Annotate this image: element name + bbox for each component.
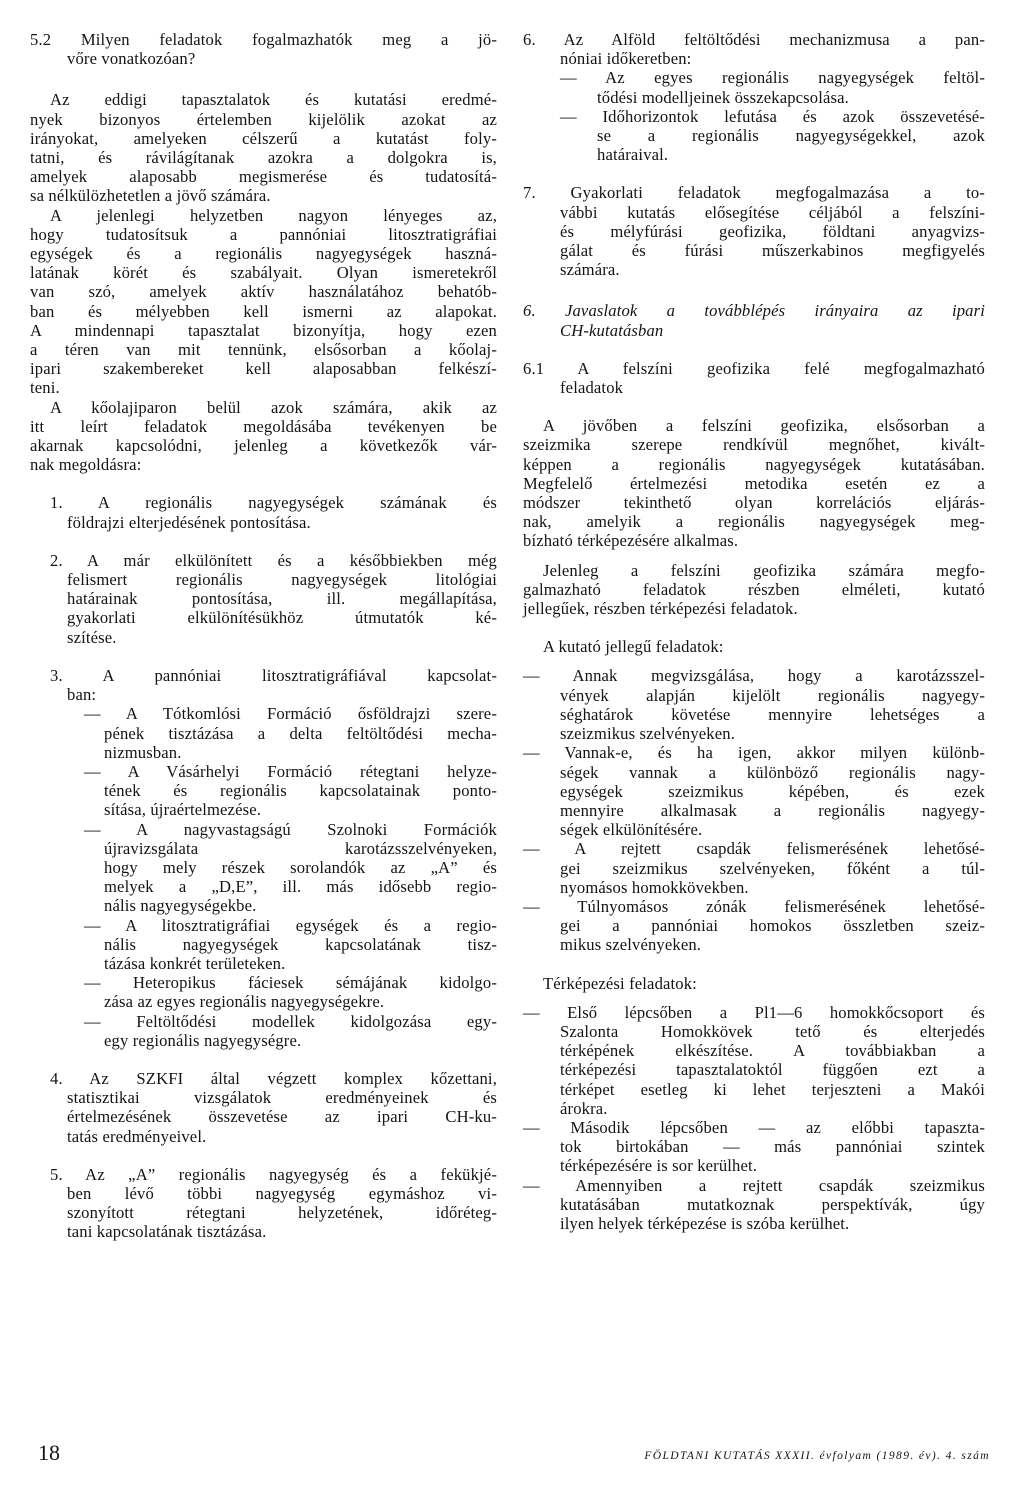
text-line: nális nagyegységek kapcsolatának tisz-: [104, 934, 497, 954]
text-line: szítése.: [67, 627, 117, 647]
list-item: [30, 1069, 497, 1146]
text-line: van szó, amelyek aktív használatához behatób-: [30, 282, 497, 302]
text-line: A mindennapi tapasztalat bizonyítja, hogy ezen: [30, 320, 497, 340]
text-line: térképezésére is sor kerülhet.: [560, 1156, 758, 1176]
text-line: tének és regionális kapcsolatainak ponto-: [104, 781, 497, 801]
text-line: szeizmika szerepe rendkívül megnőhet, kivált-: [523, 435, 985, 455]
subheading-terkep: Térképezési feladatok:: [543, 973, 697, 993]
text-line: bízható térképezésére alkalmas.: [523, 531, 739, 551]
text-line: latának körét és szabályait. Olyan ismeretekről: [30, 263, 497, 283]
text-line: vőre vonatkozóan?: [67, 49, 196, 69]
text-line: Szalonta Homokkövek tető és elterjedés: [560, 1021, 985, 1041]
list-item: [30, 1165, 497, 1242]
paragraph: [30, 398, 497, 475]
text-line: ségek vannak a különböző regionális nagy-: [560, 762, 985, 782]
text-line: — Első lépcsőben a Pl1—6 homokkőcsoport és: [523, 1002, 985, 1022]
text-line: Az eddigi tapasztalatok és kutatási eredmé-: [50, 90, 497, 110]
text-line: térképének elkészítése. A továbbiakban a: [560, 1041, 985, 1061]
paragraph: [523, 416, 985, 550]
text-line: módszer tekinthető olyan korrelációs eljárás-: [523, 493, 985, 513]
text-line: 1. A regionális nagyegységek számának és: [50, 493, 497, 513]
text-line: határainak pontosítása, ill. megállapítása,: [67, 589, 497, 609]
dash-item: [30, 704, 497, 762]
section-heading-6: [523, 301, 985, 339]
text-line: tődési modelljeinek összekapcsolása.: [597, 87, 849, 107]
text-line: 6.1 A felszíni geofizika felé megfogalmazható: [523, 358, 985, 378]
text-line: — A Tótkomlósi Formáció ősföldrajzi szere-: [84, 704, 497, 724]
paragraph: [30, 206, 497, 398]
list-item: [30, 493, 497, 531]
page-number: 18: [38, 1440, 60, 1465]
list-item: [30, 666, 497, 1050]
text-line: számára.: [560, 260, 620, 280]
text-line: határaival.: [597, 145, 669, 165]
text-line: egységek és a regionális nagyegységek haszná-: [30, 244, 497, 264]
text-line: 5.2 Milyen feladatok fogalmazhatók meg a jö-: [30, 30, 497, 49]
text-line: irányokat, amelyeken célszerű a kutatást foly-: [30, 128, 497, 148]
text-line: — A rejtett csapdák felismerésének lehetősé-: [523, 839, 985, 859]
text-line: ben lévő többi nagyegység egymáshoz vi-: [67, 1183, 497, 1203]
dash-list: [523, 666, 985, 954]
dash-item: [523, 743, 985, 839]
text-line: A kőolajiparon belül azok számára, akik az: [50, 397, 497, 417]
text-line: statisztikai vizsgálatok eredményeinek és: [67, 1088, 497, 1108]
text-line: — A litosztratigráfiai egységek és a regio-: [84, 915, 497, 935]
section-heading-6-1: [523, 359, 985, 397]
text-line: egységek szeizmikus képében, és ezek: [560, 781, 985, 801]
text-line: se a regionális nagyegységekkel, azok: [597, 126, 985, 146]
text-line: 4. Az SZKFI által végzett komplex kőzettani,: [50, 1068, 497, 1088]
text-line: melyek a „D,E”, ill. más idősebb regio-: [104, 877, 497, 897]
text-line: nizmusban.: [104, 742, 182, 762]
text-line: térképet esetleg ki lehet terjeszteni a Makói: [560, 1079, 985, 1099]
text-line: feladatok: [560, 378, 624, 398]
text-line: gyakorlati elkülönítésükhöz útmutatók ké-: [67, 608, 497, 628]
text-line: nóniai időkeretben:: [560, 49, 692, 69]
text-line: tázása konkrét területeken.: [104, 953, 286, 973]
paragraph: [30, 90, 497, 205]
text-line: jellegűek, részben térképezési feladatok.: [523, 599, 798, 619]
text-line: séghatárok követése mennyire lehetséges a: [560, 704, 985, 724]
text-line: — Túlnyomásos zónák felismerésének lehetősé-: [523, 896, 985, 916]
dash-item: [30, 1012, 497, 1050]
text-line: — Második lépcsőben — az előbbi tapaszta-: [523, 1117, 985, 1137]
text-line: — Feltöltődési modellek kidolgozása egy-: [84, 1011, 497, 1031]
subheading-kutato: A kutató jellegű feladatok:: [543, 637, 724, 657]
text-line: szeizmikus szelvényeken.: [560, 724, 736, 744]
text-line: — Vannak-e, és ha igen, akkor milyen különb-: [523, 743, 985, 763]
text-line: kutatásában mutatkoznak perspektívák, úgy: [560, 1194, 985, 1214]
text-line: Megfelelő értelmezési metodika esetén ez a: [523, 473, 985, 493]
text-line: tok birtokában — más pannóniai szintek: [560, 1137, 985, 1157]
text-line: vények alapján kijelölt regionális nagyegy-: [560, 685, 985, 705]
section-heading-5-2: [30, 30, 497, 68]
list-item: [30, 551, 497, 647]
text-line: — Amennyiben a rejtett csapdák szeizmikus: [523, 1175, 985, 1195]
text-line: 6. Az Alföld feltöltődési mechanizmusa a pan-: [523, 30, 985, 49]
text-line: mikus szelvényeken.: [560, 935, 702, 955]
dash-item: [523, 1003, 985, 1118]
text-line: Jelenleg a felszíni geofizika számára megfo-: [543, 560, 985, 580]
text-line: amelyek alaposabb megismerése és tudatosítá-: [30, 167, 497, 187]
text-line: 6. Javaslatok a továbblépés irányaira az ipari: [523, 301, 985, 321]
text-line: A jelenlegi helyzetben nagyon lényeges az,: [50, 205, 497, 225]
text-line: tani kapcsolatának tisztázása.: [67, 1222, 267, 1242]
journal-citation: FÖLDTANI KUTATÁS XXXII. évfolyam (1989. év). 4. szám: [644, 1450, 990, 1462]
text-line: — A nagyvastagságú Szolnoki Formációk: [84, 819, 497, 839]
text-line: ipari szakembereket kell alaposabban felkészí-: [30, 359, 497, 379]
text-line: gei szeizmikus szelvényeken, főként a túl-: [560, 858, 985, 878]
text-line: — Heteropikus fáciesek sémájának kidolgo-: [84, 973, 497, 993]
text-line: értelmezésének összevetése az ipari CH-ku-: [67, 1107, 497, 1127]
text-line: mennyire alkalmasak a regionális nagyegy-: [560, 800, 985, 820]
dash-item: [523, 839, 985, 897]
text-line: vábbi kutatás elősegítése céljából a felszíni-: [560, 202, 985, 222]
text-line: hogy mely részek sorolandók az „A” és: [104, 857, 497, 877]
text-line: térképezési tapasztalatoktól függően ezt a: [560, 1060, 985, 1080]
text-line: ilyen helyek térképezése is szóba kerülhet.: [560, 1213, 850, 1233]
dash-item: [523, 68, 985, 106]
text-line: galmazható feladatok részben elméleti, kutató: [523, 579, 985, 599]
dash-item: [523, 1118, 985, 1176]
text-line: sítása, újraértelmezése.: [104, 800, 262, 820]
text-line: zása az egyes regionális nagyegységekre.: [104, 992, 385, 1012]
list-item: [523, 183, 985, 279]
text-line: gei a pannóniai homokos összletben szeiz-: [560, 916, 985, 936]
text-line: — A Vásárhelyi Formáció rétegtani helyze-: [84, 761, 497, 781]
text-line: — Időhorizontok lefutása és azok összevetésé-: [560, 106, 985, 126]
text-line: — Annak megvizsgálása, hogy a karotázsszel-: [523, 666, 985, 686]
dash-item: [30, 820, 497, 916]
text-line: — Az egyes regionális nagyegységek feltöl-: [560, 68, 985, 88]
text-line: tatni, és rávilágítanak azokra a dolgokra is,: [30, 148, 497, 168]
text-line: sa nélkülözhetetlen a jövő számára.: [30, 186, 271, 206]
text-line: nak, amelyik a regionális nagyegységek meg-: [523, 512, 985, 532]
text-line: 2. A már elkülönített és a későbbiekben még: [50, 550, 497, 570]
text-line: szonyított rétegtani helyzetének, időréteg-: [67, 1203, 497, 1223]
text-line: nak megoldásra:: [30, 455, 142, 475]
text-line: a téren van mit tennünk, elsősorban a kőolaj-: [30, 340, 497, 360]
text-line: teni.: [30, 378, 60, 398]
dash-item: [523, 1176, 985, 1234]
text-line: képpen a regionális nagyegységek kutatásában.: [523, 454, 985, 474]
text-line: 3. A pannóniai litosztratigráfiával kapcsolat-: [50, 665, 497, 685]
text-line: ban és mélyebben kell ismerni az alapokat.: [30, 301, 497, 321]
text-line: pének tisztázása a delta feltöltődési mecha-: [104, 723, 497, 743]
text-line: nyomásos homokkövekben.: [560, 877, 749, 897]
text-line: A jövőben a felszíni geofizika, elsősorban a: [543, 416, 985, 436]
text-line: földrajzi elterjedésének pontosítása.: [67, 512, 311, 532]
list-item: [523, 30, 985, 164]
text-line: CH-kutatásban: [560, 320, 664, 340]
text-line: egy regionális nagyegységre.: [104, 1030, 302, 1050]
text-line: hogy tudatosítsuk a pannóniai litosztratigráfiai: [30, 224, 497, 244]
text-line: nális nagyegységekbe.: [104, 896, 257, 916]
text-line: ban:: [67, 685, 97, 705]
dash-item: [30, 973, 497, 1011]
page-footer: [30, 1440, 990, 1474]
dash-item: [523, 897, 985, 955]
text-line: újravizsgálata karotázsszelvényeken,: [104, 838, 497, 858]
paragraph: [523, 561, 985, 619]
text-line: itt leírt feladatok megoldásába tevékenyen be: [30, 416, 497, 436]
dash-item: [523, 107, 985, 165]
text-line: 5. Az „A” regionális nagyegység és a fekükjé-: [50, 1164, 497, 1184]
text-line: árokra.: [560, 1098, 608, 1118]
text-line: akarnak kapcsolódni, jelenleg a következők vár-: [30, 436, 497, 456]
dash-item: [523, 666, 985, 743]
text-line: ségek elkülönítésére.: [560, 820, 703, 840]
text-line: felismert regionális nagyegységek litológiai: [67, 570, 497, 590]
text-line: nyek bizonyos értelemben kijelölik azokat az: [30, 109, 497, 129]
text-line: gálat és fúrási műszerkabinos megfigyelés: [560, 241, 985, 261]
text-line: tatás eredményeivel.: [67, 1126, 207, 1146]
dash-list: [523, 1003, 985, 1233]
left-column: [30, 30, 497, 1242]
right-column: [523, 30, 985, 1233]
text-line: és mélyfúrási geofizika, földtani anyagvizs-: [560, 221, 985, 241]
dash-item: [30, 916, 497, 974]
dash-item: [30, 762, 497, 820]
text-line: 7. Gyakorlati feladatok megfogalmazása a to-: [523, 183, 985, 203]
